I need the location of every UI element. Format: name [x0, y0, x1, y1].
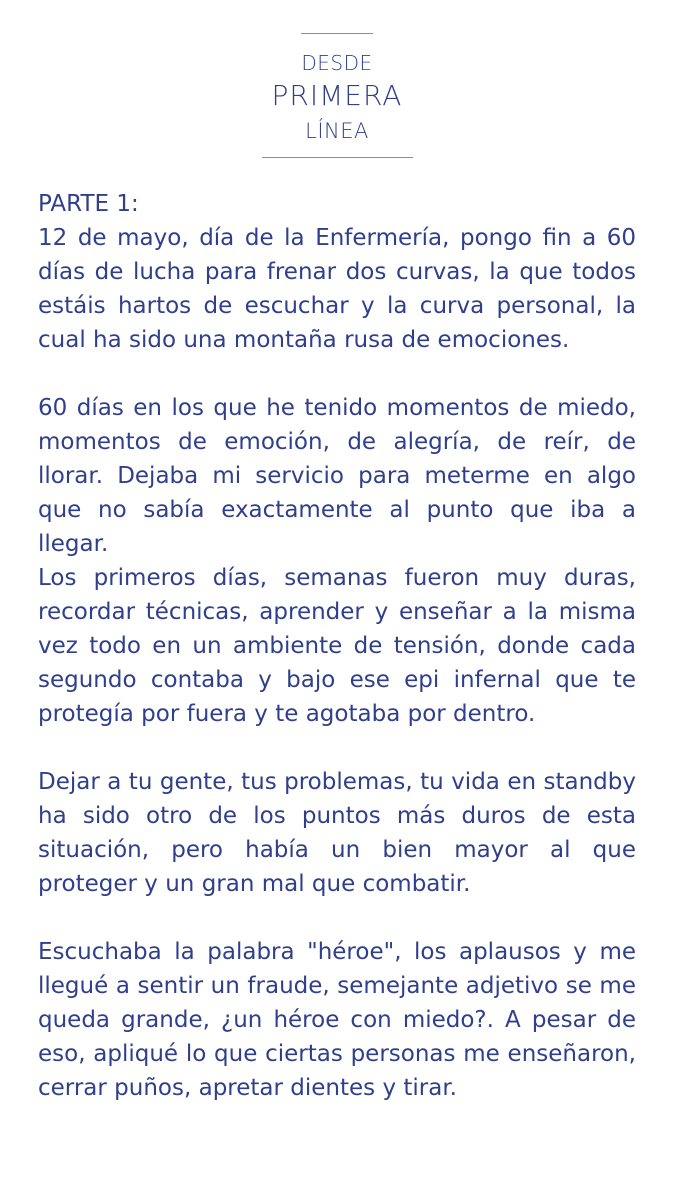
paragraph-3: Los primeros días, semanas fueron muy duras, recordar técnicas, aprender y enseñar a la misma vez todo en un ambiente de tensión, donde cada segundo contaba y bajo ese epi infernal que te protegía por fuera y te agotaba por dentro.: [38, 565, 636, 727]
paragraph-5: Escuchaba la palabra "héroe", los aplausos y me llegué a sentir un fraude, semejante adjetivo se me queda grande, ¿un héroe con miedo?. A pesar de eso, apliqué lo que ciertas personas me enseñaron, cerrar puños, apretar dientes y tirar.: [38, 939, 636, 1101]
part-label: PARTE 1:: [38, 191, 139, 217]
paragraph-gap: [38, 731, 636, 765]
masthead-top-rule: [301, 33, 373, 34]
paragraph-gap: [38, 357, 636, 391]
paragraph-4: Dejar a tu gente, tus problemas, tu vida en standby ha sido otro de los puntos más duros de esta situación, pero había un bien mayor al que proteger y un gran mal que combatir.: [38, 769, 636, 897]
masthead-line-desde: DESDE: [301, 51, 373, 75]
article-body: [38, 187, 636, 1105]
paragraph-2: 60 días en los que he tenido momentos de miedo, momentos de emoción, de alegría, de reír, de llorar. Dejaba mi servicio para meterme en algo que no sabía exactamente al punto que iba a llegar.: [38, 395, 636, 557]
paragraph-gap: [38, 901, 636, 935]
masthead-line-primera: PRIMERA: [271, 79, 403, 112]
paragraph-1-text: 12 de mayo, día de la Enfermería, pongo fin a 60 días de lucha para frenar dos curvas, la que todos estáis hartos de escuchar y la curva personal, la cual ha sido una montaña rusa de emociones.: [38, 225, 636, 353]
paragraph-intro: [38, 187, 636, 357]
masthead-bottom-rule: [262, 157, 413, 158]
masthead-line-linea: LÍNEA: [305, 119, 369, 143]
